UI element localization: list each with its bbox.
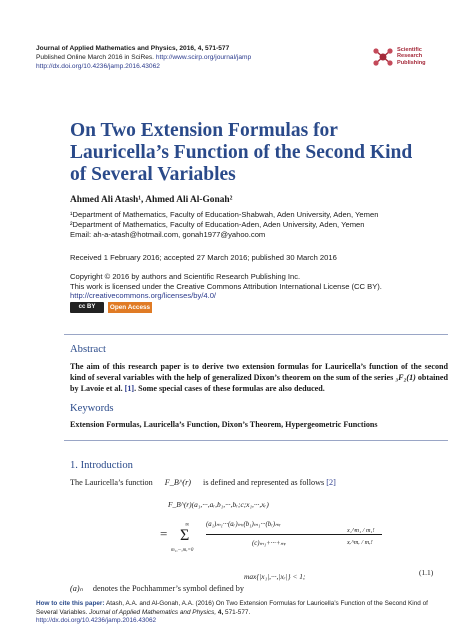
- cc-by-badge[interactable]: cc BY: [70, 302, 104, 313]
- equation-numerator: (a₁)ₘ₁···(aᵣ)ₘᵣ(b₁)ₘ₁···(bᵣ)ₘᵣ: [206, 521, 281, 528]
- doi-link[interactable]: http://dx.doi.org/10.4236/jamp.2016.43062: [36, 63, 160, 70]
- pochhammer-line: (a)ₙ denotes the Pochhammer’s symbol defined by: [70, 584, 244, 593]
- abstract-heading: Abstract: [70, 344, 106, 355]
- reference-link[interactable]: [2]: [326, 478, 336, 487]
- received-dates: Received 1 February 2016; accepted 27 March 2016; published 30 March 2016: [70, 253, 337, 262]
- divider: [64, 334, 448, 335]
- lauricella-symbol: F_B^(r): [164, 478, 191, 487]
- molecule-icon: [372, 46, 394, 68]
- journal-name: Journal of Applied Mathematics and Physics, 2016, 4, 571-577: [36, 45, 230, 52]
- equals-sign: =: [160, 526, 168, 541]
- equation-denominator: (c)ₘ₁+···+ₘᵣ: [252, 540, 287, 547]
- reference-link[interactable]: [1]: [124, 384, 135, 393]
- publisher-logo: [372, 44, 442, 70]
- fraction-bar: [206, 534, 382, 535]
- sum-lower: m₁,···,mᵣ=0: [171, 548, 194, 553]
- abstract-text: The aim of this research paper is to derive two extension formulas for Lauricella’s function of the second kind of several variables with the help of generalized Dixon’s theorem on the sum of the series ₃F₂(1) obtained by Lavoie et al. [1]. Some special cases of these formulas are also deduced.: [70, 362, 448, 393]
- author-emails: Email: ah-a-atash@hotmail.com, gonah1977@yahoo.com: [70, 230, 266, 239]
- series-symbol: ₃F₂(1): [395, 373, 416, 382]
- publication-line: Published Online March 2016 in SciRes. http://www.scirp.org/journal/jamp: [36, 54, 252, 61]
- journal-header: [36, 44, 336, 71]
- convergence-condition: max{|x₁|,···,|xᵣ|} < 1;: [244, 572, 306, 581]
- equation-lhs: F_B^(r)(a₁,···,aᵣ,b₁,···,bᵣ;c;x₁,···,xᵣ): [168, 500, 269, 509]
- license-link[interactable]: http://creativecommons.org/licenses/by/4.0/: [70, 291, 217, 301]
- divider: [64, 440, 448, 441]
- equation-number: (1.1): [419, 568, 434, 577]
- citation-box: How to cite this paper: Atash, A.A. and Al-Gonah, A.A. (2016) On Two Extension Formulas for Lauricella’s Function of the Second Kind of Several Variables. Journal of Applied Mathematics and Physics, 4, 571-577. http://dx.doi.org/10.4236/jamp.2016.43062: [36, 600, 428, 625]
- power-term-1: x₁^m₁ / m₁!: [347, 527, 375, 534]
- section-heading: 1. Introduction: [70, 460, 133, 471]
- affiliation-1: ¹Department of Mathematics, Faculty of Education-Shabwah, Aden University, Aden, Yemen: [70, 210, 379, 219]
- authors: Ahmed Ali Atash¹, Ahmed Ali Al-Gonah²: [70, 195, 233, 205]
- paper-title: On Two Extension Formulas for Lauricella’s Function of the Second Kind of Several Variables: [70, 120, 413, 185]
- citation-label: How to cite this paper:: [36, 600, 105, 607]
- keywords-text: Extension Formulas, Lauricella’s Function, Dixon’s Theorem, Hypergeometric Functions: [70, 420, 378, 429]
- journal-link[interactable]: http://www.scirp.org/journal/jamp: [155, 54, 252, 61]
- power-term-r: xᵣ^mᵣ / mᵣ!: [347, 539, 373, 546]
- open-access-badge[interactable]: Open Access: [109, 304, 151, 311]
- sum-symbol: Σ: [180, 527, 190, 544]
- keywords-heading: Keywords: [70, 403, 114, 414]
- publisher-name: Scientific Research Publishing: [397, 47, 426, 66]
- citation-doi-link[interactable]: http://dx.doi.org/10.4236/jamp.2016.43062: [36, 617, 157, 625]
- affiliations: [70, 210, 450, 240]
- intro-line: The Lauricella’s function F_B^(r) is defined and represented as follows [2]: [70, 478, 336, 487]
- sum-upper: ∞: [185, 522, 190, 528]
- copyright-notice: Copyright © 2016 by authors and Scientific Research Publishing Inc. This work is licensed under the Creative Commons Attribution International License (CC BY). http://creativecommons.org/licenses/by/4.0/: [70, 272, 382, 301]
- affiliation-2: ²Department of Mathematics, Faculty of Education-Aden, Aden University, Aden, Yemen: [70, 220, 365, 229]
